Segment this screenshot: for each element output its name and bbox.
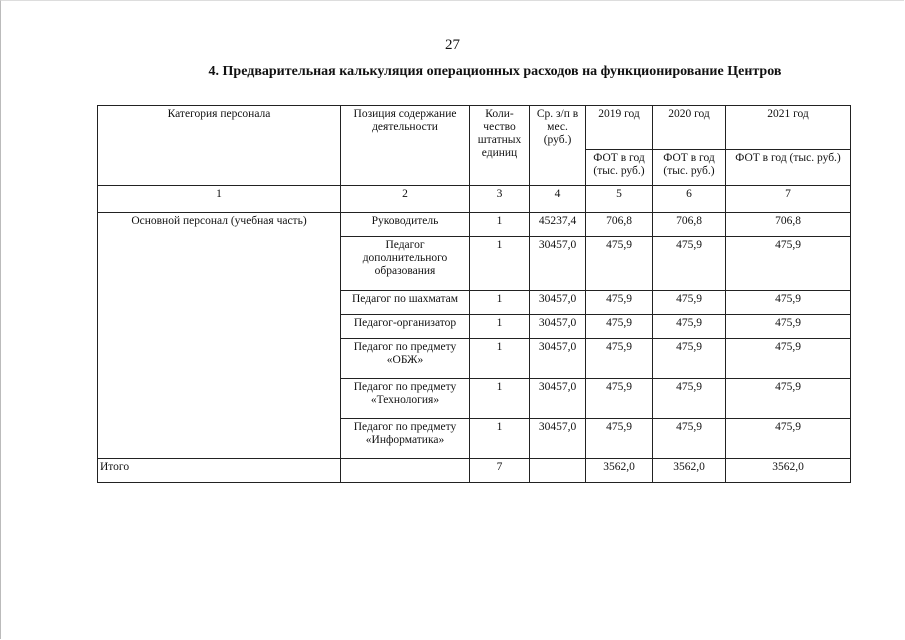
fot-2019-cell: 475,9 — [586, 379, 653, 419]
salary-cell: 30457,0 — [530, 237, 586, 291]
header-year-2020: 2020 год — [653, 106, 726, 150]
column-number: 1 — [98, 186, 341, 213]
salary-cell: 30457,0 — [530, 339, 586, 379]
header-fot-2021: ФОТ в год (тыс. руб.) — [726, 150, 851, 186]
calculation-table — [97, 105, 851, 483]
fot-2020-cell: 475,9 — [653, 291, 726, 315]
page-number: 27 — [445, 37, 460, 53]
header-salary: Ср. з/п в мес. (руб.) — [530, 106, 586, 186]
header-fot-2020: ФОТ в год (тыс. руб.) — [653, 150, 726, 186]
total-salary-empty — [530, 459, 586, 483]
position-cell: Педагог по шахматам — [341, 291, 470, 315]
count-cell: 1 — [470, 339, 530, 379]
count-cell: 1 — [470, 379, 530, 419]
header-fot-2019: ФОТ в год (тыс. руб.) — [586, 150, 653, 186]
salary-cell: 30457,0 — [530, 379, 586, 419]
fot-2021-cell: 475,9 — [726, 419, 851, 459]
header-count: Коли-чество штатных единиц — [470, 106, 530, 186]
fot-2020-cell: 706,8 — [653, 213, 726, 237]
count-cell: 1 — [470, 419, 530, 459]
position-cell: Педагог по предмету «Технология» — [341, 379, 470, 419]
fot-2021-cell: 475,9 — [726, 339, 851, 379]
salary-cell: 45237,4 — [530, 213, 586, 237]
total-count: 7 — [470, 459, 530, 483]
header-category: Категория персонала — [98, 106, 341, 186]
column-number: 6 — [653, 186, 726, 213]
fot-2019-cell: 475,9 — [586, 419, 653, 459]
fot-2020-cell: 475,9 — [653, 379, 726, 419]
fot-2021-cell: 475,9 — [726, 291, 851, 315]
salary-cell: 30457,0 — [530, 315, 586, 339]
total-label: Итого — [98, 459, 341, 483]
column-number: 7 — [726, 186, 851, 213]
position-cell: Педагог-организатор — [341, 315, 470, 339]
position-cell: Педагог по предмету «ОБЖ» — [341, 339, 470, 379]
count-cell: 1 — [470, 237, 530, 291]
document-title: 4. Предварительная калькуляция операционных расходов на функционирование Центров — [208, 64, 782, 79]
total-row — [98, 459, 851, 483]
fot-2021-cell: 475,9 — [726, 379, 851, 419]
total-position-empty — [341, 459, 470, 483]
header-year-2019: 2019 год — [586, 106, 653, 150]
fot-2021-cell: 475,9 — [726, 315, 851, 339]
header-position: Позиция содержание деятельности — [341, 106, 470, 186]
fot-2019-cell: 475,9 — [586, 315, 653, 339]
salary-cell: 30457,0 — [530, 419, 586, 459]
position-cell: Педагог дополнительного образования — [341, 237, 470, 291]
column-number: 4 — [530, 186, 586, 213]
fot-2020-cell: 475,9 — [653, 237, 726, 291]
fot-2020-cell: 475,9 — [653, 315, 726, 339]
fot-2019-cell: 706,8 — [586, 213, 653, 237]
column-number: 3 — [470, 186, 530, 213]
total-fot-2019: 3562,0 — [586, 459, 653, 483]
fot-2021-cell: 706,8 — [726, 213, 851, 237]
count-cell: 1 — [470, 315, 530, 339]
fot-2020-cell: 475,9 — [653, 419, 726, 459]
fot-2019-cell: 475,9 — [586, 339, 653, 379]
salary-cell: 30457,0 — [530, 291, 586, 315]
total-fot-2020: 3562,0 — [653, 459, 726, 483]
table-row — [98, 213, 851, 237]
column-number: 2 — [341, 186, 470, 213]
fot-2020-cell: 475,9 — [653, 339, 726, 379]
fot-2021-cell: 475,9 — [726, 237, 851, 291]
count-cell: 1 — [470, 213, 530, 237]
total-fot-2021: 3562,0 — [726, 459, 851, 483]
fot-2019-cell: 475,9 — [586, 291, 653, 315]
position-cell: Руководитель — [341, 213, 470, 237]
category-cell: Основной персонал (учебная часть) — [98, 213, 341, 459]
header-year-2021: 2021 год — [726, 106, 851, 150]
column-number: 5 — [586, 186, 653, 213]
column-number-row — [98, 186, 851, 213]
count-cell: 1 — [470, 291, 530, 315]
fot-2019-cell: 475,9 — [586, 237, 653, 291]
position-cell: Педагог по предмету «Информатика» — [341, 419, 470, 459]
